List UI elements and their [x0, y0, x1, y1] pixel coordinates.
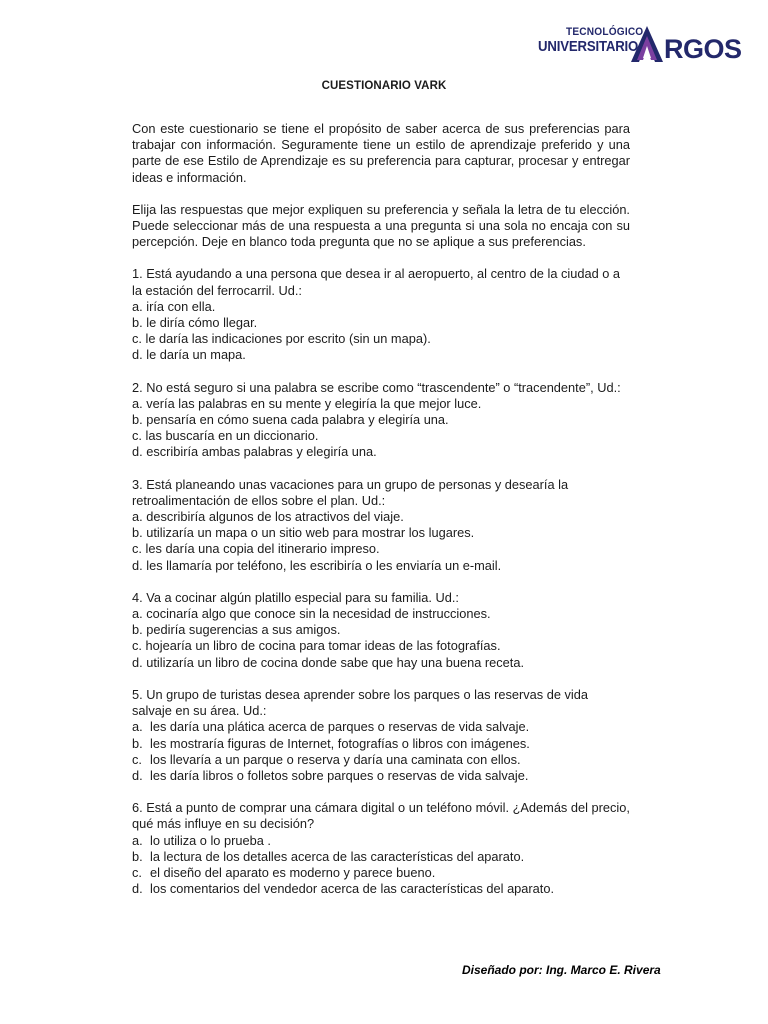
author-footer: Diseñado por: Ing. Marco E. Rivera — [462, 963, 661, 977]
option-d[interactable]: d. escribiría ambas palabras y elegiría una. — [132, 444, 377, 460]
intro-section — [132, 121, 630, 250]
intro-paragraph: Elija las respuestas que mejor expliquen su preferencia y señala la letra de tu elección. Puede seleccionar más de una respuesta a una pregunta si una sola no encaja con su percepción. Deje en blanco toda pregunta que no se aplique a sus preferencias. — [132, 201, 630, 250]
question-6 — [132, 800, 630, 897]
option-d[interactable]: d. les llamaría por teléfono, les escribiría o les enviaría un e-mail. — [132, 557, 502, 573]
option-b[interactable]: b. la lectura de los detalles acerca de las características del aparato. — [132, 848, 525, 864]
question-3 — [132, 477, 630, 574]
question-text: 6. Está a punto de comprar una cámara digital o un teléfono móvil. ¿Además del precio, qué más influye en su decisión? — [132, 800, 630, 832]
logo-text-top: TECNOLÓGICO — [566, 26, 644, 38]
question-5 — [132, 687, 630, 784]
logo-text-brand: RGOS — [664, 34, 742, 64]
option-c[interactable]: c. le daría las indicaciones por escrito (sin un mapa). — [132, 331, 431, 347]
option-c[interactable]: c. los llevaría a un parque o reserva y daría una caminata con ellos. — [132, 751, 521, 767]
institution-logo — [538, 24, 742, 68]
logo-text-bottom: UNIVERSITARIO — [538, 38, 639, 55]
option-b[interactable]: b. utilizaría un mapa o un sitio web para mostrar los lugares. — [132, 525, 475, 541]
question-text: 5. Un grupo de turistas desea aprender sobre los parques o las reservas de vida salvaje en su área. Ud.: — [132, 686, 588, 719]
option-a[interactable]: a. describiría algunos de los atractivos del viaje. — [132, 509, 404, 525]
question-text: 1. Está ayudando a una persona que desea ir al aeropuerto, al centro de la ciudad o a la estación del ferrocarril. Ud.: — [132, 266, 621, 298]
option-c[interactable]: c. las buscaría en un diccionario. — [132, 428, 319, 444]
logo-a-icon — [630, 24, 664, 64]
option-a[interactable]: a. cocinaría algo que conoce sin la necesidad de instrucciones. — [132, 606, 491, 622]
question-2 — [132, 380, 630, 461]
questionnaire-body — [132, 121, 630, 897]
question-text: 2. No está seguro si una palabra se escribe como “trascendente” o “tracendente”, Ud.: — [132, 379, 621, 395]
option-c[interactable]: c. el diseño del aparato es moderno y parece bueno. — [132, 864, 436, 880]
intro-paragraph: Con este cuestionario se tiene el propósito de saber acerca de sus preferencias para trabajar con información. Seguramente tiene un estilo de aprendizaje preferido y una parte de ese Estilo de Aprendizaje es su preferencia para capturar, procesar y entregar ideas e información. — [132, 121, 630, 185]
option-a[interactable]: a. les daría una plática acerca de parques o reservas de vida salvaje. — [132, 719, 530, 735]
option-c[interactable]: c. hojearía un libro de cocina para tomar ideas de las fotografías. — [132, 638, 501, 654]
question-text: 3. Está planeando unas vacaciones para un grupo de personas y desearía la retroalimentación de ellos sobre el plan. Ud.: — [132, 476, 569, 508]
option-d[interactable]: d. utilizaría un libro de cocina donde sabe que hay una buena receta. — [132, 654, 525, 670]
option-c[interactable]: c. les daría una copia del itinerario impreso. — [132, 541, 380, 557]
option-a[interactable]: a. vería las palabras en su mente y elegiría la que mejor luce. — [132, 395, 482, 411]
option-b[interactable]: b. le diría cómo llegar. — [132, 315, 258, 331]
question-4 — [132, 590, 630, 671]
option-d[interactable]: d. les daría libros o folletos sobre parques o reservas de vida salvaje. — [132, 767, 529, 783]
option-a[interactable]: a. iría con ella. — [132, 298, 216, 314]
option-b[interactable]: b. les mostraría figuras de Internet, fotografías o libros con imágenes. — [132, 735, 530, 751]
option-d[interactable]: d. los comentarios del vendedor acerca de las características del aparato. — [132, 881, 555, 897]
option-b[interactable]: b. pediría sugerencias a sus amigos. — [132, 622, 341, 638]
option-b[interactable]: b. pensaría en cómo suena cada palabra y elegiría una. — [132, 412, 449, 428]
option-a[interactable]: a. lo utiliza o lo prueba . — [132, 832, 271, 848]
option-d[interactable]: d. le daría un mapa. — [132, 347, 246, 363]
question-1 — [132, 266, 630, 363]
page-title: CUESTIONARIO VARK — [321, 80, 447, 92]
question-text: 4. Va a cocinar algún platillo especial para su familia. Ud.: — [132, 589, 459, 605]
